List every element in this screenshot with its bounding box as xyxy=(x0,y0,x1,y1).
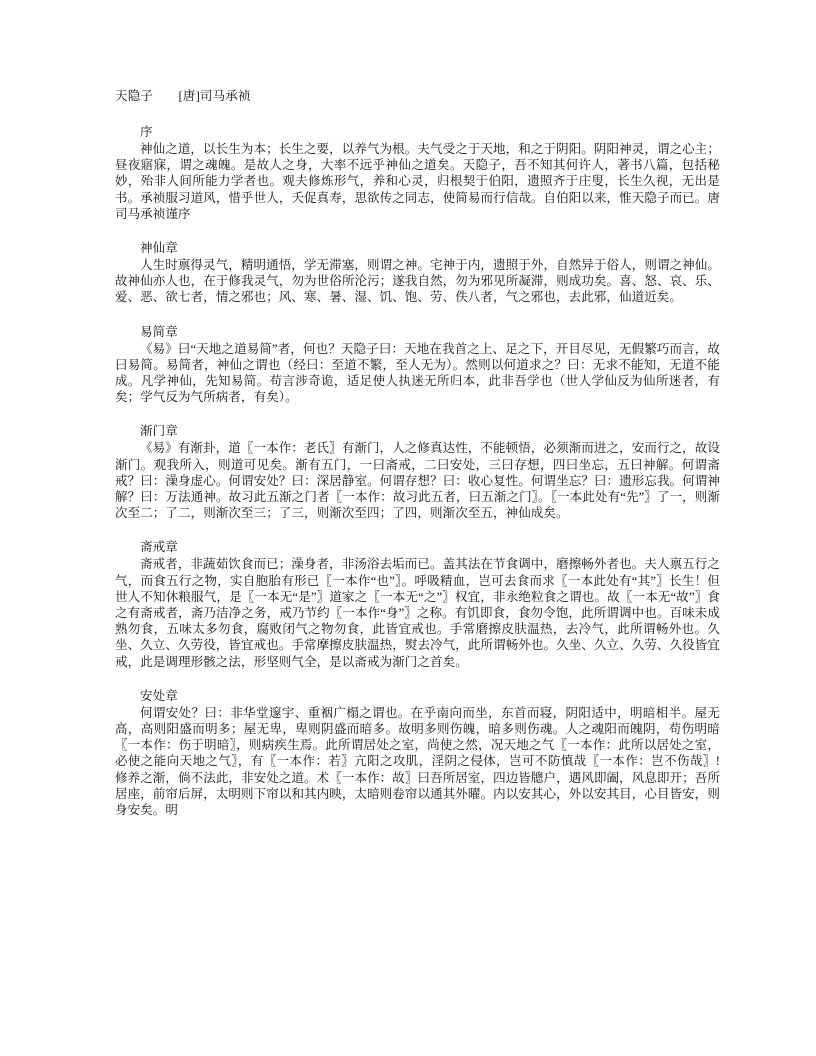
section-heading: 序 xyxy=(140,125,153,139)
section-heading: 神仙章 xyxy=(140,241,178,256)
section-body: 斋戒者，非蔬茹饮食而已；澡身者，非汤浴去垢而已。盖其法在节食调中，磨擦畅外者也。夫人禀五行之气，而食五行之物，实自胞胎有形已〖一本作“也”〗。呼吸精血，岂可去食而求〖一本此处有“其”〗长生！但世人不知休粮服气，是〖一本无“是”〗道家之〖一本无“之”〗权宜，非永绝粒食之谓也。故〖一本无“故”〗食之有斋戒者，斋乃洁净之务，戒乃节约〖一本作“身”〗之称。有饥即食，食勿令饱，此所谓调中也。百味未成熟勿食，五味太多勿食，腐败闭气之物勿食，此皆宜戒也。手常磨擦皮肤温热，去冷气，此所谓畅外也。久坐、久立、久劳役，皆宜戒也。手常摩擦皮肤温热，熨去冷气，此所谓畅外也。久坐、久立、久劳、久役皆宜戒，此是调理形骸之法，形坚则气全，是以斋戒为渐门之首矣。 xyxy=(115,557,720,669)
section-heading: 渐门章 xyxy=(140,424,178,439)
section-heading: 安处章 xyxy=(140,688,178,703)
section-body: 神仙之道，以长生为本；长生之要，以养气为根。夫气受之于天地，和之于阴阳。阴阳神灵，谓之心主；昼夜寤寐，谓之魂魄。是故人之身，大率不远乎神仙之道矣。天隐子，吾不知其何许人，著书八篇，包括秘妙，殆非人间所能力学者也。观夫修炼形气，养和心灵，归根契于伯阳，遗照齐于庄叟，长生久视，无出是书。承祯服习道风，惜乎世人，夭促真寿，思欲传之同志，使简易而行信哉。自伯阳以来，惟天隐子而已。唐司马承祯谨序 xyxy=(115,142,720,221)
section-body: 何谓安处？曰：非华堂邃宇、重裀广榻之谓也。在乎南向而坐，东首而寝，阴阳适中，明暗相半。屋无高，高则阳盛而明多；屋无卑，卑则阴盛而暗多。故明多则伤魄，暗多则伤魂。人之魂阳而魄阴，苟伤明暗〖一本作：伤于明暗〗，则病疾生焉。此所谓居处之室，尚使之然，况天地之气〖一本作：此所以居处之室，必使之能向天地之气〗，有〖一本作：若〗亢阳之攻肌，淫阴之侵体，岂可不防慎哉〖一本作：岂不伤哉〗! 修养之渐，倘不法此，非安处之道。术〖一本作：故〗曰吾所居室，四边皆牕户，遇风即阖，风息即开；吾所居座，前帘后屏，太明则下帘以和其内映，太暗则卷帘以通其外曜。内以安其心，外以安其目，心目皆安，则身安矣。明 xyxy=(115,705,720,818)
section-body: 《易》有渐卦，道〖一本作：老氏〗有渐门，人之修真达性，不能顿悟，必须渐而进之，安而行之，故设渐门。观我所入，则道可见矣。渐有五门，一曰斋戒，二曰安处，三曰存想，四曰坐忘，五曰神解。何谓斋戒？曰：澡身虚心。何谓安处？曰：深居静室。何谓存想？曰：收心复性。何谓坐忘？曰：遗形忘我。何谓神解？曰：万法通神。故习此五渐之门者〖一本作：故习此五者，曰五渐之门〗。〖一本此处有“先”〗了一，则渐次至二；了二，则渐次至三；了三，则渐次至四；了四，则渐次至五，神仙成矣。 xyxy=(115,441,720,521)
document-title-line: 天隐子 [唐]司马承祯 xyxy=(115,89,251,103)
section-heading: 斋戒章 xyxy=(140,540,178,555)
section-body: 人生时禀得灵气，精明通悟，学无滞塞，则谓之神。宅神于内，遗照于外，自然异于俗人，则谓之神仙。故神仙亦人也，在于修我灵气，勿为世俗所沦污；遂我自然，勿为邪见所凝滞，则成功矣。喜、怒、哀、乐、爱、恶、欲七者，情之邪也；风、寒、暑、湿、饥、饱、劳、佚八者，气之邪也，去此邪，仙道近矣。 xyxy=(115,258,720,305)
section-jianmen xyxy=(115,423,720,521)
section-zhaijie xyxy=(115,539,720,669)
section-xu xyxy=(115,124,720,222)
section-yijian xyxy=(115,324,720,406)
section-anchu xyxy=(115,688,720,818)
section-shenxian xyxy=(115,240,720,306)
section-heading: 易简章 xyxy=(140,324,178,339)
section-body: 《易》曰“天地之道易简”者，何也？天隐子曰：天地在我首之上、足之下，开目尽见，无假繁巧而言，故曰易简。易简者，神仙之谓也（经曰：至道不繁，至人无为）。然则以何道求之？曰：无求不能知，无道不能成。凡学神仙，先知易简。苟言涉奇诡，适足使人执迷无所归本，此非吾学也（世人学仙反为仙所迷者，有矣；学气反为气所病者，有矣）。 xyxy=(115,341,720,405)
